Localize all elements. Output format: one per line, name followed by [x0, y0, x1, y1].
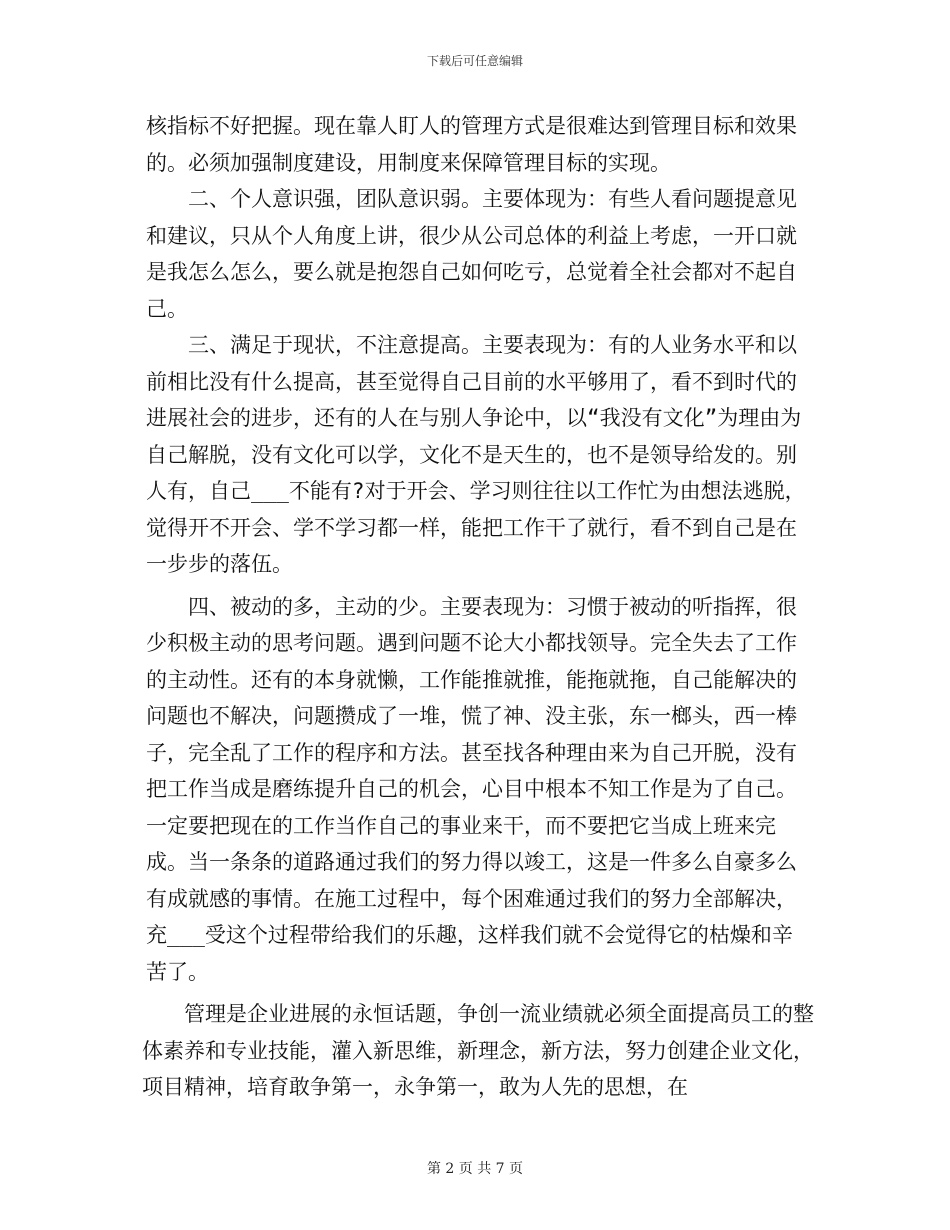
paragraph-item-3: 三、满足于现状，不注意提高。主要表现为：有的人业务水平和以前相比没有什么提高，甚至觉得自己目前的水平够用了，看不到时代的进展社会的进步，还有的人在与别人争论中，以“我没有文化”为理由为自己解脱，没有文化可以学，文化不是天生的，也不是领导给发的。别人有，自己___不能有?对于开会、学习则往往以工作忙为由想法逃脱，觉得开不开会、学不学习都一样，能把工作干了就行，看不到自己是在一步步的落伍。 — [146, 333, 806, 576]
paragraph-management: 管理是企业进展的永恒话题，争创一流业绩就必须全面提高员工的整体素养和专业技能，灌入新思维，新理念，新方法，努力创建企业文化，项目精神，培育敢争第一，永争第一，敢为人先的思想，在 — [142, 1002, 814, 1099]
document-body — [142, 108, 814, 1106]
page-footer-number: 第 2 页 共 7 页 — [426, 1161, 524, 1177]
paragraph-item-4: 四、被动的多，主动的少。主要表现为：习惯于被动的听指挥，很少积极主动的思考问题。遇到问题不论大小都找领导。完全失去了工作的主动性。还有的本身就懒，工作能推就推，能拖就拖，自己能解决的问题也不解决，问题攒成了一堆，慌了神、没主张，东一榔头，西一棒子，完全乱了工作的程序和方法。甚至找各种理由来为自己开脱，没有把工作当成是磨练提升自己的机会，心目中根本不知工作是为了自己。一定要把现在的工作当作自己的事业来干，而不要把它当成上班来完成。当一条条的道路通过我们的努力得以竣工，这是一件多么自豪多么有成就感的事情。在施工过程中，每个困难通过我们的努力全部解决，充___受这个过程带给我们的乐趣，这样我们就不会觉得它的枯燥和辛苦了。 — [146, 594, 797, 984]
paragraph-item-2: 二、个人意识强，团队意识弱。主要体现为：有些人看问题提意见和建议，只从个人角度上讲，很少从公司总体的利益上考虑，一开口就是我怎么怎么，要么就是抱怨自己如何吃亏，总觉着全社会都对不起自己。 — [146, 187, 797, 321]
paragraph-continuation: 核指标不好把握。现在靠人盯人的管理方式是很难达到管理目标和效果的。必须加强制度建设，用制度来保障管理目标的实现。 — [146, 114, 797, 175]
page-header-note: 下载后可任意编辑 — [426, 54, 523, 68]
